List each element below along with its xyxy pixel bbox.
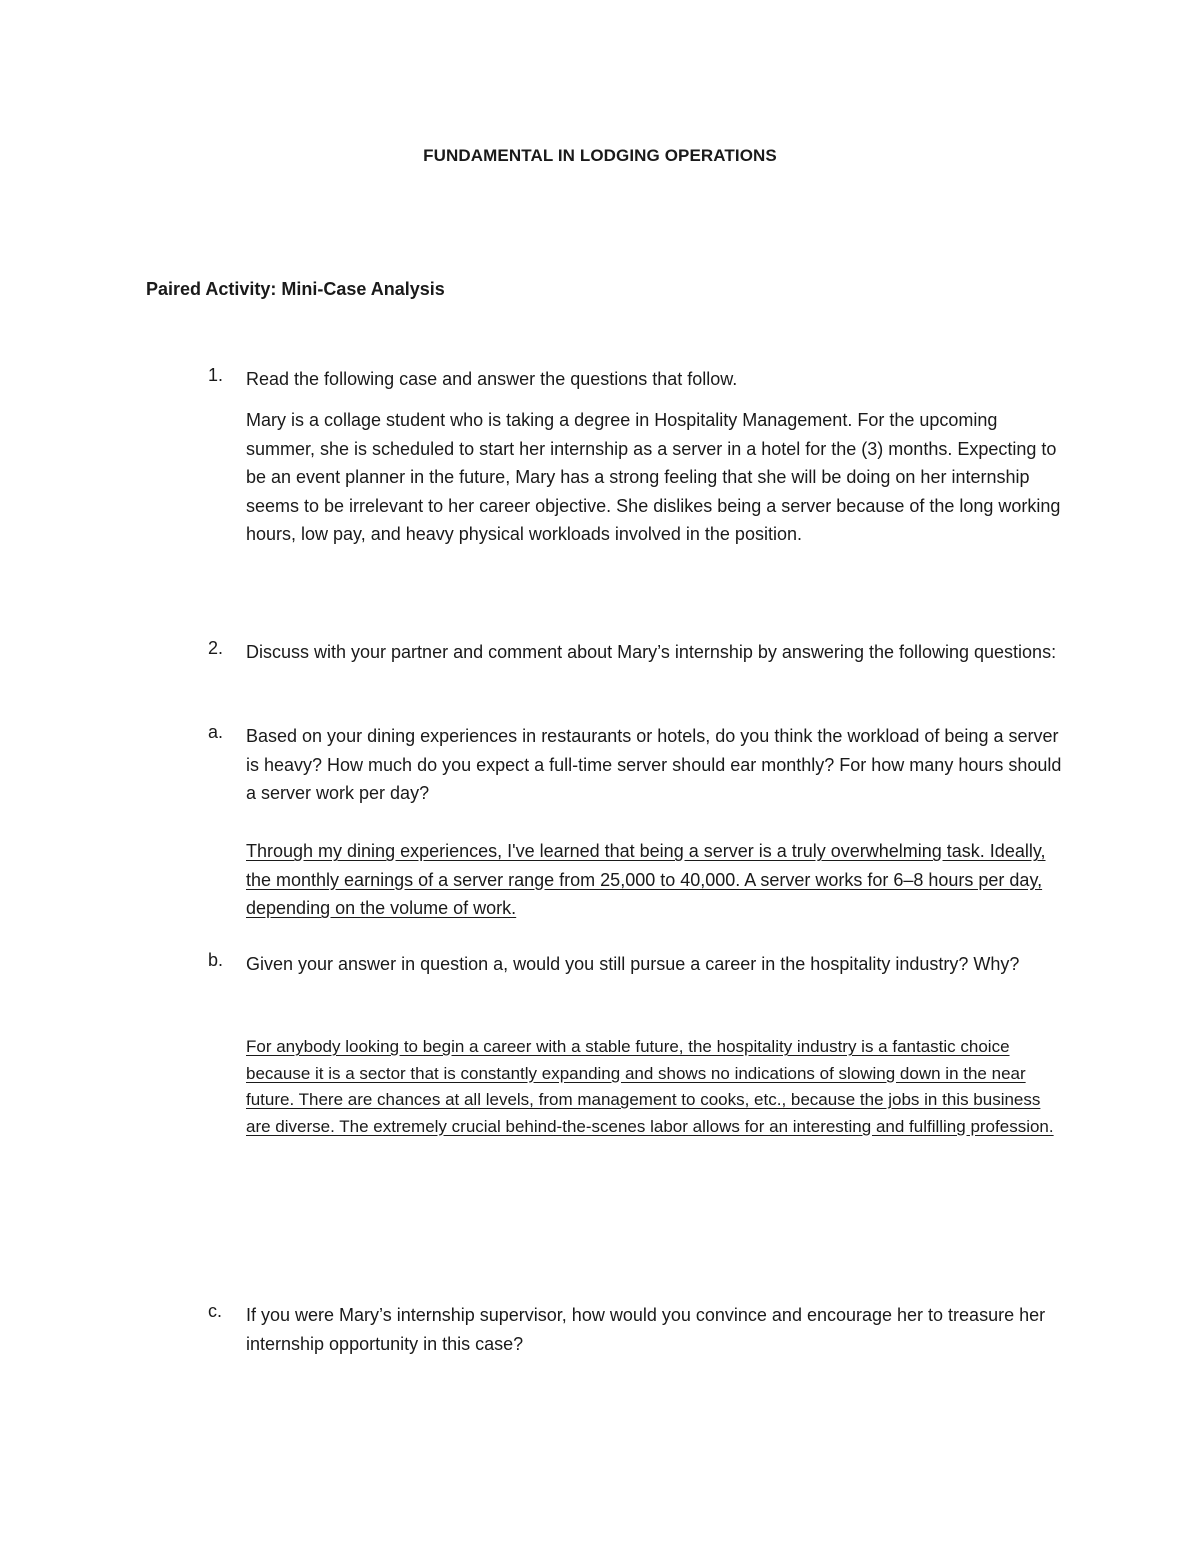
question-marker: c.: [208, 1301, 223, 1321]
case-paragraph: Mary is a collage student who is taking a degree in Hospitality Management. For the upcoming summer, she is scheduled to start her internship as a server in a hotel for the (3) months. Expecting to be an event planner in the future, Mary has a strong feeling that she will be doing on her internship seems to be irrelevant to her career objective. She dislikes being a server because of the long working hours, low pay, and heavy physical workloads involved in the position.: [246, 410, 1061, 544]
answer-a: Through my dining experiences, I've learned that being a server is a truly overwhelming task. Ideally, the monthly earnings of a server range from 25,000 to 40,000. A server works for 6–8 hours per day, depending on the volume of work.: [246, 841, 1046, 918]
question-text: If you were Mary’s internship supervisor, how would you convince and encourage her to treasure her internship opportunity in this case?: [246, 1305, 1046, 1354]
list-item-text: Read the following case and answer the questions that follow.: [246, 369, 738, 389]
question-marker: b.: [208, 950, 224, 970]
question-text: Given your answer in question a, would you still pursue a career in the hospitality industry? Why?: [246, 954, 1020, 974]
document-title: FUNDAMENTAL IN LODGING OPERATIONS: [423, 146, 777, 165]
question-marker: a.: [208, 722, 224, 742]
list-item-text: Discuss with your partner and comment about Mary’s internship by answering the following questions:: [246, 642, 1057, 662]
answer-b: For anybody looking to begin a career with a stable future, the hospitality industry is a fantastic choice because it is a sector that is constantly expanding and shows no indications of slowing down in the near future. There are chances at all levels, from management to cooks, etc., because the jobs in this business are diverse. The extremely crucial behind-the-scenes labor allows for an interesting and fulfilling profession.: [246, 1037, 1054, 1136]
list-marker: 1.: [208, 365, 224, 385]
question-text: Based on your dining experiences in restaurants or hotels, do you think the workload of being a server is heavy? How much do you expect a full-time server should ear monthly? For how many hours should a server work per day?: [246, 726, 1062, 803]
list-marker: 2.: [208, 638, 224, 658]
activity-subtitle: Paired Activity: Mini-Case Analysis: [146, 279, 445, 299]
